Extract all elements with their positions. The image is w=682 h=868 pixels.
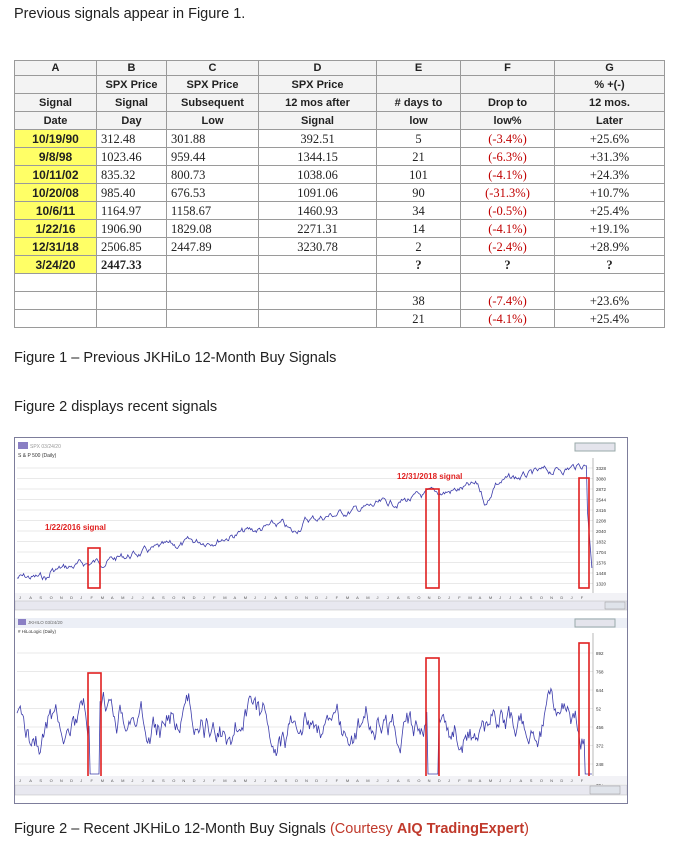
table-cell: 312.48: [97, 130, 167, 148]
intro2-text: Figure 2 displays recent signals: [14, 399, 218, 415]
summary-cell: +25.4%: [555, 310, 665, 328]
month-label: M: [121, 595, 125, 600]
column-header: 12 mos.: [555, 94, 665, 112]
month-label: J: [386, 595, 389, 600]
chart-window: [14, 437, 628, 804]
month-label: S: [529, 595, 533, 600]
month-label: J: [570, 595, 573, 600]
y-tick-label: 3080: [596, 476, 607, 482]
figure2-caption-main: Figure 2 – Recent JKHiLo 12-Month Buy Signals: [14, 821, 330, 837]
month-label: O: [294, 778, 298, 783]
month-label: S: [162, 595, 165, 600]
month-label: F: [213, 595, 216, 600]
y-tick-label: 2872: [596, 487, 607, 492]
table-cell: 3230.78: [259, 238, 377, 256]
table-cell: 10/11/02: [15, 166, 97, 184]
column-letter: G: [555, 61, 665, 76]
table-cell: 10/6/11: [15, 202, 97, 220]
y-tick-label: 2544: [596, 497, 607, 503]
summary-cell: [167, 310, 259, 328]
table-cell: (-6.3%): [461, 148, 555, 166]
month-label: D: [560, 778, 564, 783]
table-row: [15, 220, 665, 238]
month-label: J: [448, 778, 450, 783]
table-cell: [167, 274, 259, 292]
table-row: [15, 256, 665, 274]
column-header: [377, 76, 461, 94]
column-header: [461, 76, 555, 94]
month-label: A: [396, 778, 400, 783]
month-label: F: [213, 778, 216, 783]
column-letter: C: [167, 61, 259, 76]
table-row: [15, 202, 665, 220]
month-label: S: [162, 778, 165, 783]
month-label: J: [376, 778, 379, 783]
table-cell: +19.1%: [555, 220, 665, 238]
month-label: F: [335, 778, 339, 783]
month-label: J: [80, 595, 83, 600]
summary-cell: (-4.1%): [461, 310, 555, 328]
courtesy-prefix: (Courtesy: [329, 821, 397, 837]
table-cell: 1460.93: [259, 202, 377, 220]
summary-cell: [15, 292, 97, 310]
column-header: Low: [167, 112, 259, 130]
top-chart-subtitle: S & P 500 (Daily): [18, 453, 57, 459]
figure2-caption: [14, 821, 529, 837]
month-label: A: [29, 778, 32, 783]
y-tick-label: 1576: [596, 560, 607, 566]
table-cell: +28.9%: [555, 238, 665, 256]
month-label: N: [305, 778, 308, 783]
scroll-thumb: [590, 786, 620, 794]
table-cell: (-31.3%): [461, 184, 555, 202]
month-label: D: [70, 778, 73, 783]
month-label: J: [499, 595, 502, 600]
month-label: N: [427, 778, 431, 783]
table-cell: (-4.1%): [461, 220, 555, 238]
table-cell: 392.51: [259, 130, 377, 148]
summary-row: [15, 292, 665, 310]
month-label: A: [110, 778, 114, 783]
month-label: A: [233, 595, 237, 600]
bottom-chart-subtitle: # HiLoLogic (Daily): [18, 629, 57, 634]
table-cell: 800.73: [167, 166, 259, 184]
month-label: J: [19, 595, 21, 600]
table-cell: +24.3%: [555, 166, 665, 184]
column-header: SPX Price: [97, 76, 167, 94]
month-label: N: [182, 778, 186, 783]
month-label: J: [264, 595, 267, 600]
month-label: J: [325, 778, 328, 783]
window-controls: [575, 443, 615, 451]
month-label: O: [172, 778, 176, 783]
header-row: [15, 112, 665, 130]
month-label: J: [264, 778, 267, 783]
month-label: A: [356, 778, 359, 783]
table-cell: +10.7%: [555, 184, 665, 202]
table-cell: 301.88: [167, 130, 259, 148]
month-label: F: [580, 595, 584, 600]
y-tick-label: 1832: [596, 539, 607, 545]
month-label: O: [49, 595, 53, 600]
table-cell: 959.44: [167, 148, 259, 166]
table-cell: 835.32: [97, 166, 167, 184]
table-cell: 34: [377, 202, 461, 220]
y-tick-label: 52: [596, 706, 602, 712]
table-row: [15, 238, 665, 256]
column-header: 12 mos after: [259, 94, 377, 112]
table-cell: [555, 274, 665, 292]
month-label: M: [366, 778, 370, 783]
table-cell: 5: [377, 130, 461, 148]
table-cell: 676.53: [167, 184, 259, 202]
month-label: A: [233, 778, 237, 783]
table-cell: +31.3%: [555, 148, 665, 166]
bottom-chart-title: JKHILO 03/24/20: [28, 620, 63, 625]
aiq-brand: AIQ TradingExpert: [396, 821, 525, 837]
month-label: D: [437, 778, 441, 783]
month-label: S: [284, 778, 288, 783]
table-row: [15, 166, 665, 184]
table-cell: 101: [377, 166, 461, 184]
month-label: F: [458, 778, 461, 783]
month-label: M: [100, 778, 105, 783]
table-row: [15, 130, 665, 148]
month-label: N: [182, 595, 186, 600]
column-header: low%: [461, 112, 555, 130]
month-label: A: [110, 595, 114, 600]
month-label: D: [315, 595, 319, 600]
summary-row: [15, 310, 665, 328]
column-header: Subsequent: [167, 94, 259, 112]
table-cell: 90: [377, 184, 461, 202]
y-tick-label: 2040: [596, 529, 607, 534]
month-label: D: [192, 778, 196, 783]
month-label: A: [478, 595, 482, 600]
y-tick-label: 2416: [596, 508, 607, 513]
column-header: SPX Price: [259, 76, 377, 94]
summary-cell: [167, 292, 259, 310]
month-label: F: [90, 595, 93, 600]
month-label: D: [192, 595, 196, 600]
column-letter: F: [461, 61, 555, 76]
month-label: J: [253, 595, 256, 600]
month-label: D: [70, 595, 73, 600]
table-cell: (-2.4%): [461, 238, 555, 256]
month-label: M: [243, 778, 248, 783]
month-label: O: [539, 778, 544, 783]
y-tick-label: 3328: [596, 466, 607, 471]
y-tick-label: 456: [596, 725, 604, 730]
window-icon: [18, 442, 28, 449]
month-label: J: [499, 778, 502, 783]
column-letter: A: [15, 61, 97, 76]
signals-table: [14, 60, 665, 328]
table-row: [15, 148, 665, 166]
month-label: F: [580, 778, 584, 783]
month-label: J: [131, 595, 134, 600]
table-cell: (-3.4%): [461, 130, 555, 148]
month-label: S: [284, 595, 288, 600]
table-cell: 9/8/98: [15, 148, 97, 166]
top-chart-title: SPX 03/24/20: [30, 444, 61, 450]
figure2-caption-courtesy: [330, 821, 529, 837]
month-label: J: [141, 595, 144, 600]
summary-cell: (-7.4%): [461, 292, 555, 310]
month-label: A: [274, 778, 278, 783]
scrollbar: [15, 785, 627, 795]
month-label: A: [151, 778, 155, 783]
table-cell: 2447.89: [167, 238, 259, 256]
table-cell: 10/20/08: [15, 184, 97, 202]
month-label: N: [550, 778, 554, 783]
y-tick-label: 644: [596, 688, 604, 693]
month-label: J: [448, 595, 450, 600]
column-header: % +(-): [555, 76, 665, 94]
month-label: N: [59, 595, 63, 600]
table-cell: [167, 256, 259, 274]
month-label: F: [335, 595, 339, 600]
table-cell: [259, 256, 377, 274]
signal-label-2018: 12/31/2018 signal: [397, 472, 463, 481]
table-cell: 1023.46: [97, 148, 167, 166]
month-label: J: [509, 778, 512, 783]
table-cell: 12/31/18: [15, 238, 97, 256]
month-label: M: [223, 595, 227, 600]
table-cell: [15, 274, 97, 292]
table-cell: (-0.5%): [461, 202, 555, 220]
y-tick-label: 892: [596, 651, 604, 656]
month-label: O: [49, 778, 53, 783]
table-cell: 10/19/90: [15, 130, 97, 148]
table-cell: ?: [377, 256, 461, 274]
column-header: SPX Price: [167, 76, 259, 94]
spacer-row: [15, 274, 665, 292]
month-label: M: [366, 595, 370, 600]
month-label: S: [407, 595, 410, 600]
summary-cell: [15, 310, 97, 328]
table-cell: ?: [461, 256, 555, 274]
month-label: N: [305, 595, 308, 600]
month-label: F: [458, 595, 461, 600]
column-header: Signal: [259, 112, 377, 130]
window-controls: [575, 619, 615, 627]
month-label: M: [468, 595, 472, 600]
summary-cell: [259, 292, 377, 310]
y-tick-label: 768: [596, 669, 604, 675]
month-label: M: [488, 595, 493, 600]
signal-label-2016: 1/22/2016 signal: [45, 523, 106, 532]
summary-cell: [259, 310, 377, 328]
y-tick-label: 1448: [596, 571, 607, 576]
column-header: # days to: [377, 94, 461, 112]
column-letters-row: [15, 61, 665, 76]
table-cell: [259, 274, 377, 292]
month-label: A: [151, 595, 155, 600]
month-label: A: [478, 778, 482, 783]
y-tick-label: 1704: [596, 550, 607, 555]
month-label: S: [407, 778, 410, 783]
figure1-caption: Figure 1 – Previous JKHiLo 12-Month Buy Signals: [14, 350, 337, 366]
table-cell: 2447.33: [97, 256, 167, 274]
month-label: J: [509, 595, 512, 600]
table-cell: 14: [377, 220, 461, 238]
header-row: [15, 94, 665, 112]
month-label: J: [376, 595, 379, 600]
table-cell: 3/24/20: [15, 256, 97, 274]
month-label: J: [80, 778, 83, 783]
table-cell: 985.40: [97, 184, 167, 202]
month-label: J: [131, 778, 134, 783]
month-label: A: [519, 595, 523, 600]
summary-cell: 38: [377, 292, 461, 310]
column-letter: B: [97, 61, 167, 76]
month-label: J: [253, 778, 256, 783]
column-header: Later: [555, 112, 665, 130]
month-label: M: [468, 778, 472, 783]
month-label: J: [325, 595, 328, 600]
column-header: Signal: [15, 94, 97, 112]
table-cell: (-4.1%): [461, 166, 555, 184]
month-label: M: [345, 595, 350, 600]
table-cell: 1344.15: [259, 148, 377, 166]
y-tick-label: 248: [596, 762, 604, 767]
month-label: J: [141, 778, 144, 783]
y-tick-label: 2208: [596, 518, 607, 524]
table-cell: 2: [377, 238, 461, 256]
table-cell: 2506.85: [97, 238, 167, 256]
table-cell: 1164.97: [97, 202, 167, 220]
table-cell: 1038.06: [259, 166, 377, 184]
month-label: O: [172, 595, 176, 600]
month-label: D: [437, 595, 441, 600]
month-label: A: [29, 595, 32, 600]
table-cell: +25.6%: [555, 130, 665, 148]
column-header: Date: [15, 112, 97, 130]
column-header: Signal: [97, 94, 167, 112]
table-cell: 2271.31: [259, 220, 377, 238]
month-label: A: [519, 778, 523, 783]
window-icon: [18, 619, 26, 625]
month-label: S: [39, 778, 43, 783]
month-label: M: [100, 595, 105, 600]
month-label: J: [19, 778, 21, 783]
month-label: M: [488, 778, 493, 783]
summary-cell: [97, 292, 167, 310]
chart-canvas: [15, 438, 627, 803]
table-cell: 1091.06: [259, 184, 377, 202]
column-header: Drop to: [461, 94, 555, 112]
month-label: O: [539, 595, 544, 600]
table-cell: 1829.08: [167, 220, 259, 238]
month-label: J: [570, 778, 573, 783]
month-label: M: [345, 778, 350, 783]
summary-cell: 21: [377, 310, 461, 328]
month-label: J: [202, 595, 205, 600]
month-label: J: [386, 778, 389, 783]
scroll-thumb: [605, 602, 625, 609]
table-row: [15, 184, 665, 202]
month-label: O: [294, 595, 298, 600]
month-label: M: [243, 595, 248, 600]
month-label: J: [202, 778, 205, 783]
table-cell: [97, 274, 167, 292]
intro-text: Previous signals appear in Figure 1.: [14, 6, 246, 22]
summary-cell: +23.6%: [555, 292, 665, 310]
y-tick-label: 372: [596, 743, 604, 749]
month-label: S: [529, 778, 533, 783]
month-label: A: [274, 595, 278, 600]
column-header: low: [377, 112, 461, 130]
column-letter: E: [377, 61, 461, 76]
column-header: [15, 76, 97, 94]
month-label: M: [223, 778, 227, 783]
scrollbar: [15, 601, 627, 610]
table-cell: [377, 274, 461, 292]
month-label: F: [90, 778, 93, 783]
table-cell: 1906.90: [97, 220, 167, 238]
header-row: [15, 76, 665, 94]
column-header: Day: [97, 112, 167, 130]
y-tick-label: 1320: [596, 581, 607, 587]
summary-cell: [97, 310, 167, 328]
table-cell: +25.4%: [555, 202, 665, 220]
month-label: A: [396, 595, 400, 600]
month-label: O: [417, 595, 421, 600]
month-label: O: [417, 778, 421, 783]
month-label: S: [39, 595, 43, 600]
month-label: N: [427, 595, 431, 600]
month-label: D: [560, 595, 564, 600]
table-cell: 21: [377, 148, 461, 166]
month-strip: [15, 593, 627, 601]
month-label: N: [550, 595, 554, 600]
courtesy-close: ): [524, 821, 529, 837]
table-cell: 1/22/16: [15, 220, 97, 238]
table-cell: [461, 274, 555, 292]
bottom-title-bar: [15, 618, 627, 628]
month-label: A: [356, 595, 359, 600]
month-strip: [15, 776, 627, 784]
table-cell: ?: [555, 256, 665, 274]
month-label: N: [59, 778, 63, 783]
month-label: D: [315, 778, 319, 783]
table-cell: 1158.67: [167, 202, 259, 220]
month-label: M: [121, 778, 125, 783]
column-letter: D: [259, 61, 377, 76]
